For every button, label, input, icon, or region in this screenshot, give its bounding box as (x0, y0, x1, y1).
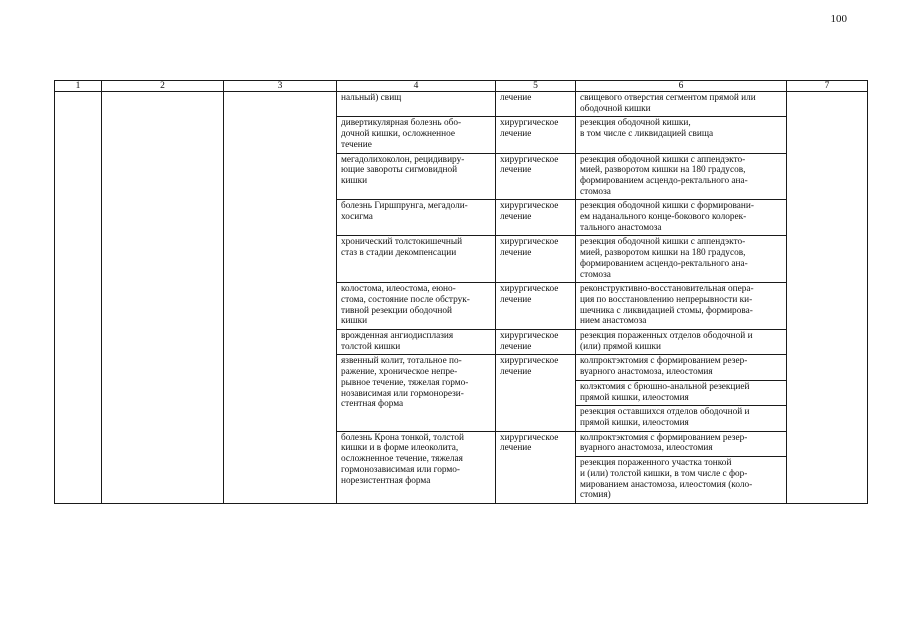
column-7-cell (787, 92, 868, 504)
diagnosis-cell: врожденная ангиодисплазия толстой кишки (337, 330, 496, 355)
services-table (54, 80, 868, 504)
treatment-method-cell: резекция пораженного участка тонкой и (или) толстой кишки, в том числе с фор- мированием анастомоза, илеостомия (коло- стомия) (576, 457, 787, 504)
diagnosis-cell: язвенный колит, тотальное по- ражение, хроническое непре- рывное течение, тяжелая гормо- нозависимая или гормонорези- стентная форма (337, 355, 496, 431)
treatment-method-cell: резекция ободочной кишки с аппендэкто- мией, разворотом кишки на 180 градусов, формированием асцендо-ректального ана- стомоза (576, 236, 787, 283)
diagnosis-cell: болезнь Гиршпрунга, мегадоли- хосигма (337, 200, 496, 236)
treatment-type-cell: хирургическое лечение (496, 200, 576, 236)
treatment-method-cell: колпроктэктомия с формированием резер- вуарного анастомоза, илеостомия (576, 355, 787, 380)
treatment-type-cell: хирургическое лечение (496, 355, 576, 431)
header-row (55, 81, 868, 92)
diagnosis-cell: нальный) свищ (337, 92, 496, 117)
page-number: 100 (830, 13, 847, 25)
table-body (55, 92, 868, 504)
treatment-method-cell: резекция ободочной кишки, в том числе с ликвидацией свища (576, 117, 787, 153)
treatment-type-cell: лечение (496, 92, 576, 117)
column-header-7: 7 (787, 81, 868, 92)
diagnosis-cell: хронический толстокишечный стаз в стадии декомпенсации (337, 236, 496, 283)
treatment-method-cell: колэктомия с брюшно-анальной резекцией прямой кишки, илеостомия (576, 380, 787, 405)
treatment-type-cell: хирургическое лечение (496, 117, 576, 153)
treatment-type-cell: хирургическое лечение (496, 153, 576, 200)
diagnosis-cell: колостома, илеостома, еюно- стома, состояние после обструк- тивной резекции ободочной кишки (337, 283, 496, 330)
column-3-cell (224, 92, 337, 504)
treatment-method-cell: резекция ободочной кишки с аппендэкто- мией, разворотом кишки на 180 градусов, формированием асцендо-ректального ана- стомоза (576, 153, 787, 200)
treatment-type-cell: хирургическое лечение (496, 431, 576, 503)
treatment-method-cell: реконструктивно-восстановительная опера- ция по восстановлению непрерывности ки- шечника с ликвидацией стомы, формирова- нием анастомоза (576, 283, 787, 330)
treatment-type-cell: хирургическое лечение (496, 283, 576, 330)
treatment-method-cell: колпроктэктомия с формированием резер- вуарного анастомоза, илеостомия (576, 431, 787, 456)
treatment-method-cell: резекция ободочной кишки с формировани- ем наданального конце-бокового колорек- тального анастомоза (576, 200, 787, 236)
column-header-6: 6 (576, 81, 787, 92)
diagnosis-cell: мегадолихоколон, рецидивиру- ющие завороты сигмовидной кишки (337, 153, 496, 200)
column-header-3: 3 (224, 81, 337, 92)
column-1-cell (55, 92, 102, 504)
column-header-2: 2 (102, 81, 224, 92)
column-header-4: 4 (337, 81, 496, 92)
column-header-1: 1 (55, 81, 102, 92)
treatment-method-cell: резекция пораженных отделов ободочной и (или) прямой кишки (576, 330, 787, 355)
table-row (55, 92, 868, 117)
column-header-5: 5 (496, 81, 576, 92)
treatment-type-cell: хирургическое лечение (496, 236, 576, 283)
treatment-method-cell: резекция оставшихся отделов ободочной и прямой кишки, илеостомия (576, 406, 787, 431)
column-2-cell (102, 92, 224, 504)
diagnosis-cell: дивертикулярная болезнь обо- дочной кишки, осложненное течение (337, 117, 496, 153)
treatment-method-cell: свищевого отверстия сегментом прямой или ободочной кишки (576, 92, 787, 117)
diagnosis-cell: болезнь Крона тонкой, толстой кишки и в форме илеоколита, осложненное течение, тяжелая гормонозависимая или гормо- норезистентная форма (337, 431, 496, 503)
treatment-type-cell: хирургическое лечение (496, 330, 576, 355)
